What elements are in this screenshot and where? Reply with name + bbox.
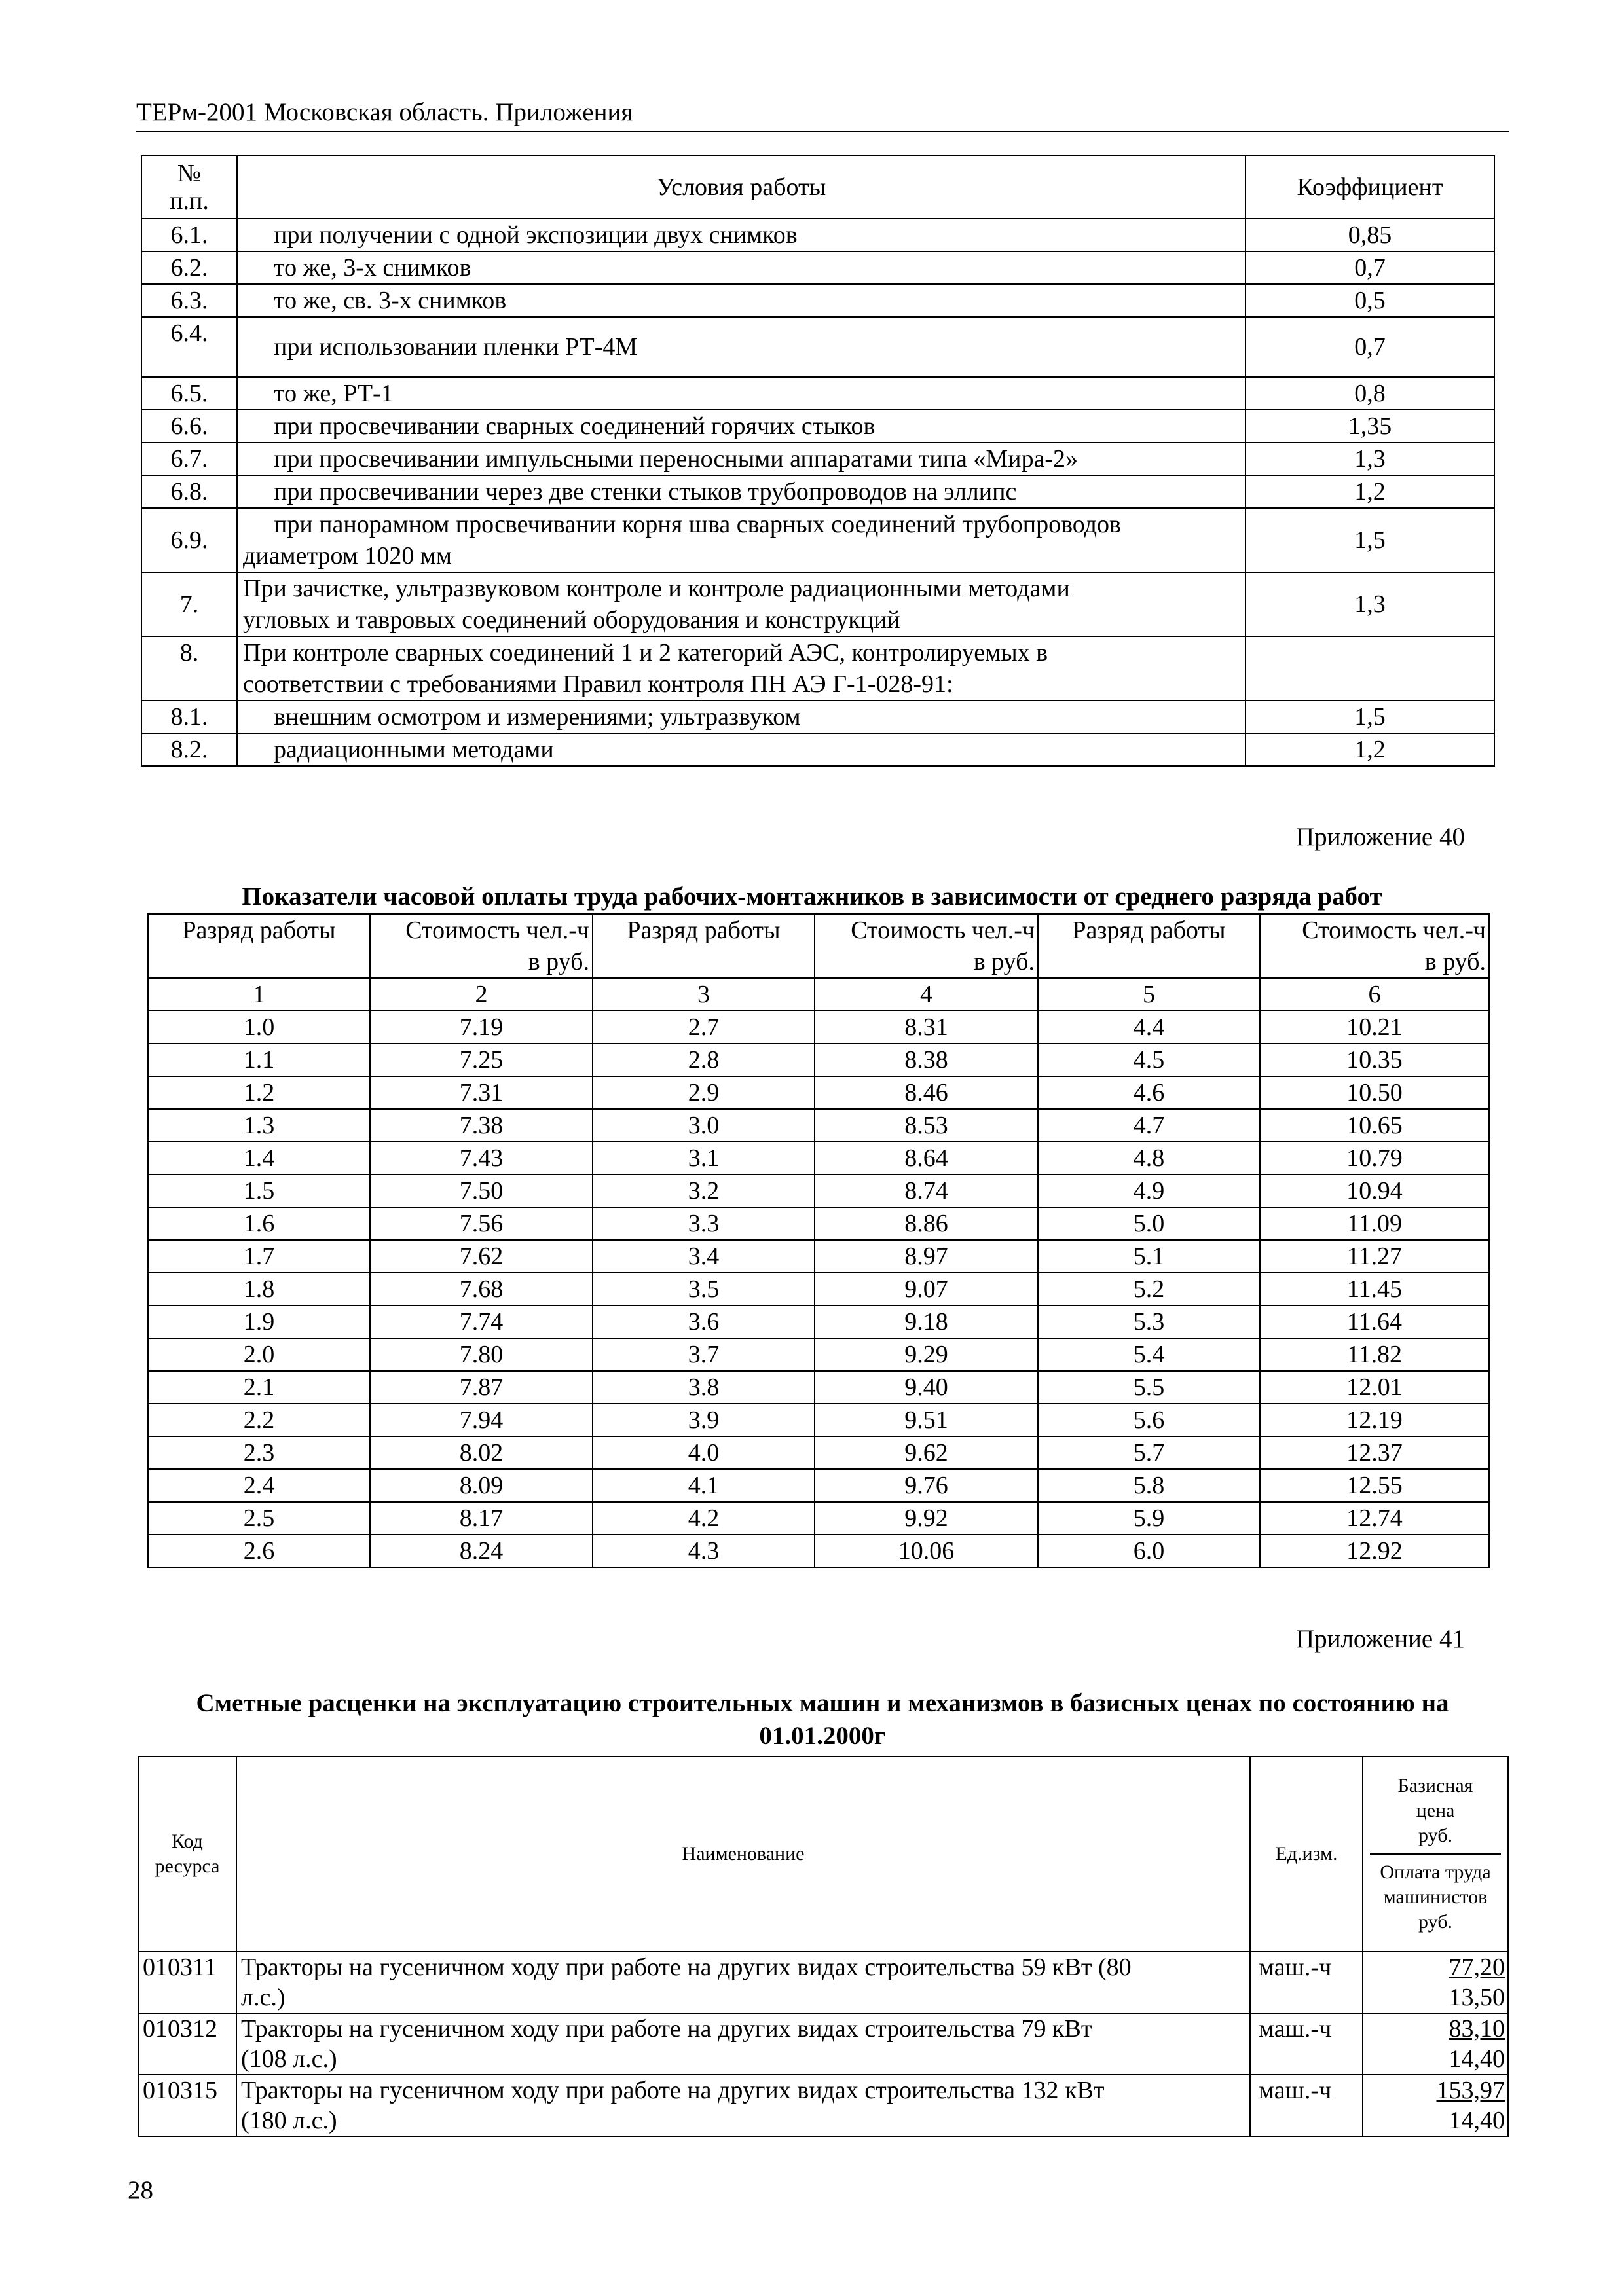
- row-base-price: 153,97: [1436, 2077, 1505, 2104]
- row-name: [236, 2013, 1250, 2075]
- column-number: 5: [1038, 978, 1260, 1011]
- table-row: [141, 636, 1494, 701]
- grade-cell: 2.7: [593, 1011, 815, 1044]
- row-num: 6.8.: [141, 475, 237, 508]
- row-num: 6.1.: [141, 219, 237, 251]
- cost-cell: 8.86: [815, 1207, 1038, 1240]
- cost-cell: 7.80: [370, 1338, 593, 1371]
- grade-cell: 5.9: [1038, 1502, 1260, 1535]
- grade-cell: 1.7: [148, 1240, 370, 1273]
- row-num: 8.: [141, 636, 237, 701]
- cost-cell: 9.62: [815, 1436, 1038, 1469]
- grade-cell: 1.9: [148, 1305, 370, 1338]
- grade-cell: 3.7: [593, 1338, 815, 1371]
- grade-cell: 1.5: [148, 1175, 370, 1207]
- appendix-40-title: Показатели часовой оплаты труда рабочих-монтажников в зависимости от среднего разряда работ: [242, 883, 1382, 911]
- row-price: [1363, 2013, 1508, 2075]
- row-coef: 1,35: [1246, 410, 1494, 443]
- row-condition-line1: При контроле сварных соединений 1 и 2 категорий АЭС, контролируемых в: [243, 639, 1048, 666]
- table-row: [148, 1240, 1489, 1273]
- header-cost-line1: Стоимость чел.-ч: [1302, 917, 1486, 944]
- appendix-41-title-line1: Сметные расценки на эксплуатацию строительных машин и механизмов в базисных ценах по состоянию на: [196, 1689, 1449, 1717]
- cost-cell: 10.50: [1260, 1076, 1489, 1109]
- cost-cell: 9.29: [815, 1338, 1038, 1371]
- cost-cell: 10.65: [1260, 1109, 1489, 1142]
- work-conditions-table: [141, 155, 1495, 767]
- grade-cell: 1.6: [148, 1207, 370, 1240]
- table-row: [138, 1952, 1508, 2013]
- table-row: [148, 1436, 1489, 1469]
- row-name-line1: Тракторы на гусеничном ходу при работе на других видах строительства 132 кВт: [241, 2077, 1105, 2104]
- machine-rates-table: [138, 1756, 1509, 2137]
- row-unit: маш.-ч: [1250, 2013, 1363, 2075]
- cost-cell: 7.38: [370, 1109, 593, 1142]
- cost-cell: 8.02: [370, 1436, 593, 1469]
- row-condition: при просвечивании импульсными переносными аппаратами типа «Мира-2»: [237, 443, 1246, 475]
- table-row: [141, 572, 1494, 636]
- cost-cell: 8.17: [370, 1502, 593, 1535]
- cost-cell: 8.53: [815, 1109, 1038, 1142]
- header-price-line2: цена: [1416, 1800, 1455, 1821]
- cost-cell: 7.19: [370, 1011, 593, 1044]
- row-coef: 0,7: [1246, 251, 1494, 284]
- cost-cell: 9.07: [815, 1273, 1038, 1305]
- row-condition: внешним осмотром и измерениями; ультразвуком: [237, 701, 1246, 733]
- cost-cell: 12.55: [1260, 1469, 1489, 1502]
- row-wage: 14,40: [1449, 2045, 1505, 2073]
- grade-cell: 4.0: [593, 1436, 815, 1469]
- header-price: [1363, 1757, 1508, 1952]
- cost-cell: 9.51: [815, 1404, 1038, 1436]
- header-grade: Разряд работы: [1038, 914, 1260, 978]
- grade-cell: 4.7: [1038, 1109, 1260, 1142]
- row-unit: маш.-ч: [1250, 2075, 1363, 2136]
- grade-cell: 4.5: [1038, 1044, 1260, 1076]
- grade-cell: 3.9: [593, 1404, 815, 1436]
- cost-cell: 7.94: [370, 1404, 593, 1436]
- header-cost-line2: в руб.: [528, 948, 589, 975]
- cost-cell: 7.68: [370, 1273, 593, 1305]
- column-number: 4: [815, 978, 1038, 1011]
- row-code: 010311: [138, 1952, 236, 2013]
- page-number: 28: [128, 2176, 153, 2204]
- cost-cell: 9.92: [815, 1502, 1038, 1535]
- cost-cell: 12.92: [1260, 1535, 1489, 1567]
- cost-cell: 11.09: [1260, 1207, 1489, 1240]
- header-cost-line1: Стоимость чел.-ч: [851, 917, 1035, 944]
- cost-cell: 7.62: [370, 1240, 593, 1273]
- grade-cell: 3.6: [593, 1305, 815, 1338]
- row-code: 010312: [138, 2013, 236, 2075]
- row-condition: [237, 636, 1246, 701]
- row-base-price: 83,10: [1449, 2015, 1505, 2043]
- cost-cell: 8.46: [815, 1076, 1038, 1109]
- appendix-41-label: Приложение 41: [1295, 1625, 1465, 1653]
- row-coef: 1,3: [1246, 443, 1494, 475]
- cost-cell: 9.76: [815, 1469, 1038, 1502]
- row-price: [1363, 1952, 1508, 2013]
- row-name: [236, 2075, 1250, 2136]
- table-row: [141, 251, 1494, 284]
- table-row: [148, 1305, 1489, 1338]
- table-header-row: [138, 1757, 1508, 1952]
- page-header: ТЕРм-2001 Московская область. Приложения: [136, 97, 1509, 132]
- table-header-row: [141, 156, 1494, 219]
- header-name: Наименование: [236, 1757, 1250, 1952]
- column-number: 1: [148, 978, 370, 1011]
- column-number: 6: [1260, 978, 1489, 1011]
- cost-cell: 7.87: [370, 1371, 593, 1404]
- header-price-line1: Базисная: [1397, 1775, 1473, 1796]
- table-header-row: [148, 914, 1489, 978]
- grade-cell: 1.4: [148, 1142, 370, 1175]
- cost-cell: 9.18: [815, 1305, 1038, 1338]
- cost-cell: 8.24: [370, 1535, 593, 1567]
- table-row: [141, 317, 1494, 377]
- header-unit: Ед.изм.: [1250, 1757, 1363, 1952]
- grade-cell: 1.3: [148, 1109, 370, 1142]
- row-num: 6.2.: [141, 251, 237, 284]
- row-coef: 1,2: [1246, 733, 1494, 766]
- row-condition: при просвечивании через две стенки стыков трубопроводов на эллипс: [237, 475, 1246, 508]
- header-condition: Условия работы: [237, 156, 1246, 219]
- row-wage: 14,40: [1449, 2107, 1505, 2134]
- grade-cell: 1.2: [148, 1076, 370, 1109]
- grade-cell: 3.5: [593, 1273, 815, 1305]
- row-condition-line2: диаметром 1020 мм: [243, 542, 452, 570]
- cost-cell: 8.38: [815, 1044, 1038, 1076]
- header-cost: [370, 914, 593, 978]
- cost-cell: 12.01: [1260, 1371, 1489, 1404]
- row-num: 6.6.: [141, 410, 237, 443]
- row-code: 010315: [138, 2075, 236, 2136]
- grade-cell: 4.4: [1038, 1011, 1260, 1044]
- grade-cell: 2.6: [148, 1535, 370, 1567]
- appendix-41-title: [136, 1687, 1509, 1753]
- table-row: [141, 443, 1494, 475]
- grade-cell: 1.0: [148, 1011, 370, 1044]
- row-wage: 13,50: [1449, 1984, 1505, 2011]
- table-body: [148, 1011, 1489, 1567]
- row-num: 8.1.: [141, 701, 237, 733]
- grade-cell: 5.3: [1038, 1305, 1260, 1338]
- row-condition: [237, 508, 1246, 572]
- table-row: [148, 1338, 1489, 1371]
- header-grade: Разряд работы: [148, 914, 370, 978]
- table-row: [148, 1207, 1489, 1240]
- cost-cell: 11.27: [1260, 1240, 1489, 1273]
- grade-cell: 2.8: [593, 1044, 815, 1076]
- row-coef: [1246, 636, 1494, 701]
- header-cost-line1: Стоимость чел.-ч: [405, 917, 589, 944]
- row-coef: 0,7: [1246, 317, 1494, 377]
- row-coef: 0,8: [1246, 377, 1494, 410]
- grade-cell: 5.1: [1038, 1240, 1260, 1273]
- header-grade: Разряд работы: [593, 914, 815, 978]
- grade-cell: 2.3: [148, 1436, 370, 1469]
- table-row: [141, 377, 1494, 410]
- row-num: 6.4.: [141, 317, 237, 377]
- row-name-line2: (108 л.с.): [241, 2045, 337, 2073]
- grade-cell: 4.3: [593, 1535, 815, 1567]
- cost-cell: 8.97: [815, 1240, 1038, 1273]
- grade-cell: 1.8: [148, 1273, 370, 1305]
- row-coef: 1,5: [1246, 701, 1494, 733]
- row-condition: радиационными методами: [237, 733, 1246, 766]
- row-coef: 1,5: [1246, 508, 1494, 572]
- row-condition: при просвечивании сварных соединений горячих стыков: [237, 410, 1246, 443]
- cost-cell: 10.21: [1260, 1011, 1489, 1044]
- row-condition-line1: при панорамном просвечивании корня шва сварных соединений трубопроводов: [274, 511, 1121, 538]
- row-condition: то же, 3-х снимков: [237, 251, 1246, 284]
- cost-cell: 7.56: [370, 1207, 593, 1240]
- row-num: 6.3.: [141, 284, 237, 317]
- row-condition: при получении с одной экспозиции двух снимков: [237, 219, 1246, 251]
- row-num: 6.7.: [141, 443, 237, 475]
- grade-cell: 2.5: [148, 1502, 370, 1535]
- appendix-40-label: Приложение 40: [1295, 823, 1465, 851]
- grade-cell: 4.2: [593, 1502, 815, 1535]
- table-row: [141, 219, 1494, 251]
- header-wage-line3: руб.: [1418, 1911, 1452, 1933]
- grade-cell: 2.1: [148, 1371, 370, 1404]
- row-num: 8.2.: [141, 733, 237, 766]
- row-coef: 1,3: [1246, 572, 1494, 636]
- header-cost-line2: в руб.: [973, 948, 1035, 975]
- table-row: [141, 508, 1494, 572]
- row-base-price: 77,20: [1449, 1954, 1505, 1981]
- table-row: [141, 701, 1494, 733]
- row-coef: 0,5: [1246, 284, 1494, 317]
- row-num: 6.5.: [141, 377, 237, 410]
- grade-cell: 2.0: [148, 1338, 370, 1371]
- grade-cell: 4.6: [1038, 1076, 1260, 1109]
- table-row: [141, 410, 1494, 443]
- row-name-line1: Тракторы на гусеничном ходу при работе на других видах строительства 59 кВт (80: [241, 1954, 1132, 1981]
- table-row: [148, 1142, 1489, 1175]
- cost-cell: 9.40: [815, 1371, 1038, 1404]
- table-row: [148, 1011, 1489, 1044]
- grade-cell: 5.4: [1038, 1338, 1260, 1371]
- table-row: [141, 284, 1494, 317]
- row-name: [236, 1952, 1250, 2013]
- table-row: [148, 1044, 1489, 1076]
- table-row: [141, 733, 1494, 766]
- header-cost: [815, 914, 1038, 978]
- cost-cell: 10.35: [1260, 1044, 1489, 1076]
- cost-cell: 12.74: [1260, 1502, 1489, 1535]
- table-row: [148, 1175, 1489, 1207]
- table-row: [148, 1273, 1489, 1305]
- cost-cell: 10.79: [1260, 1142, 1489, 1175]
- grade-cell: 5.8: [1038, 1469, 1260, 1502]
- cost-cell: 8.31: [815, 1011, 1038, 1044]
- row-coef: 0,85: [1246, 219, 1494, 251]
- grade-cell: 6.0: [1038, 1535, 1260, 1567]
- table-row: [138, 2075, 1508, 2136]
- grade-cell: 4.1: [593, 1469, 815, 1502]
- column-number: 2: [370, 978, 593, 1011]
- row-condition: при использовании пленки РТ-4М: [237, 317, 1246, 377]
- grade-cell: 4.8: [1038, 1142, 1260, 1175]
- row-num: 7.: [141, 572, 237, 636]
- appendix-41-title-line2: 01.01.2000г: [759, 1722, 886, 1750]
- cost-cell: 7.25: [370, 1044, 593, 1076]
- column-number: 3: [593, 978, 815, 1011]
- column-numbers-row: [148, 978, 1489, 1011]
- grade-cell: 5.2: [1038, 1273, 1260, 1305]
- grade-cell: 1.1: [148, 1044, 370, 1076]
- table-row: [148, 1371, 1489, 1404]
- cost-cell: 10.94: [1260, 1175, 1489, 1207]
- grade-cell: 2.9: [593, 1076, 815, 1109]
- cost-cell: 8.64: [815, 1142, 1038, 1175]
- header-price-line3: руб.: [1418, 1825, 1452, 1846]
- grade-cell: 5.5: [1038, 1371, 1260, 1404]
- grade-cell: 3.4: [593, 1240, 815, 1273]
- grade-cell: 3.8: [593, 1371, 815, 1404]
- table-row: [148, 1404, 1489, 1436]
- cost-cell: 7.74: [370, 1305, 593, 1338]
- table-row: [148, 1502, 1489, 1535]
- grade-cell: 4.9: [1038, 1175, 1260, 1207]
- row-name-line2: (180 л.с.): [241, 2107, 337, 2134]
- cost-cell: 11.45: [1260, 1273, 1489, 1305]
- row-condition: то же, РТ-1: [237, 377, 1246, 410]
- cost-cell: 7.31: [370, 1076, 593, 1109]
- header-wage-line2: машинистов: [1383, 1886, 1488, 1908]
- table-row: [141, 475, 1494, 508]
- header-code: [138, 1757, 236, 1952]
- cost-cell: 10.06: [815, 1535, 1038, 1567]
- cost-cell: 12.37: [1260, 1436, 1489, 1469]
- grade-cell: 3.3: [593, 1207, 815, 1240]
- header-coef: Коэффициент: [1246, 156, 1494, 219]
- cost-cell: 11.82: [1260, 1338, 1489, 1371]
- row-price: [1363, 2075, 1508, 2136]
- table-row: [148, 1076, 1489, 1109]
- header-num: № п.п.: [141, 156, 237, 219]
- row-condition-line2: угловых и тавровых соединений оборудования и конструкций: [243, 606, 900, 634]
- table-row: [148, 1109, 1489, 1142]
- grade-cell: 2.4: [148, 1469, 370, 1502]
- table-row: [148, 1469, 1489, 1502]
- header-price-divider: [1370, 1853, 1501, 1855]
- row-num: 6.9.: [141, 508, 237, 572]
- row-name-line2: л.с.): [241, 1984, 286, 2011]
- grade-cell: 5.6: [1038, 1404, 1260, 1436]
- cost-cell: 11.64: [1260, 1305, 1489, 1338]
- grade-cell: 3.1: [593, 1142, 815, 1175]
- header-cost: [1260, 914, 1489, 978]
- row-condition-line2: соответствии с требованиями Правил контроля ПН АЭ Г-1-028-91:: [243, 670, 953, 698]
- row-condition: то же, св. 3-х снимков: [237, 284, 1246, 317]
- hourly-pay-table: [147, 913, 1490, 1568]
- row-coef: 1,2: [1246, 475, 1494, 508]
- cost-cell: 7.43: [370, 1142, 593, 1175]
- grade-cell: 5.7: [1038, 1436, 1260, 1469]
- header-cost-line2: в руб.: [1424, 948, 1486, 975]
- header-code-line1: Код: [172, 1831, 203, 1852]
- row-condition: [237, 572, 1246, 636]
- cost-cell: 8.74: [815, 1175, 1038, 1207]
- grade-cell: 5.0: [1038, 1207, 1260, 1240]
- header-wage-line1: Оплата труда: [1380, 1861, 1491, 1883]
- row-unit: маш.-ч: [1250, 1952, 1363, 2013]
- row-name-line1: Тракторы на гусеничном ходу при работе на других видах строительства 79 кВт: [241, 2015, 1092, 2043]
- table-row: [138, 2013, 1508, 2075]
- grade-cell: 3.0: [593, 1109, 815, 1142]
- grade-cell: 2.2: [148, 1404, 370, 1436]
- cost-cell: 12.19: [1260, 1404, 1489, 1436]
- row-condition-line1: При зачистке, ультразвуковом контроле и контроле радиационными методами: [243, 575, 1070, 602]
- cost-cell: 7.50: [370, 1175, 593, 1207]
- grade-cell: 3.2: [593, 1175, 815, 1207]
- header-code-line2: ресурса: [155, 1855, 220, 1877]
- table-row: [148, 1535, 1489, 1567]
- cost-cell: 8.09: [370, 1469, 593, 1502]
